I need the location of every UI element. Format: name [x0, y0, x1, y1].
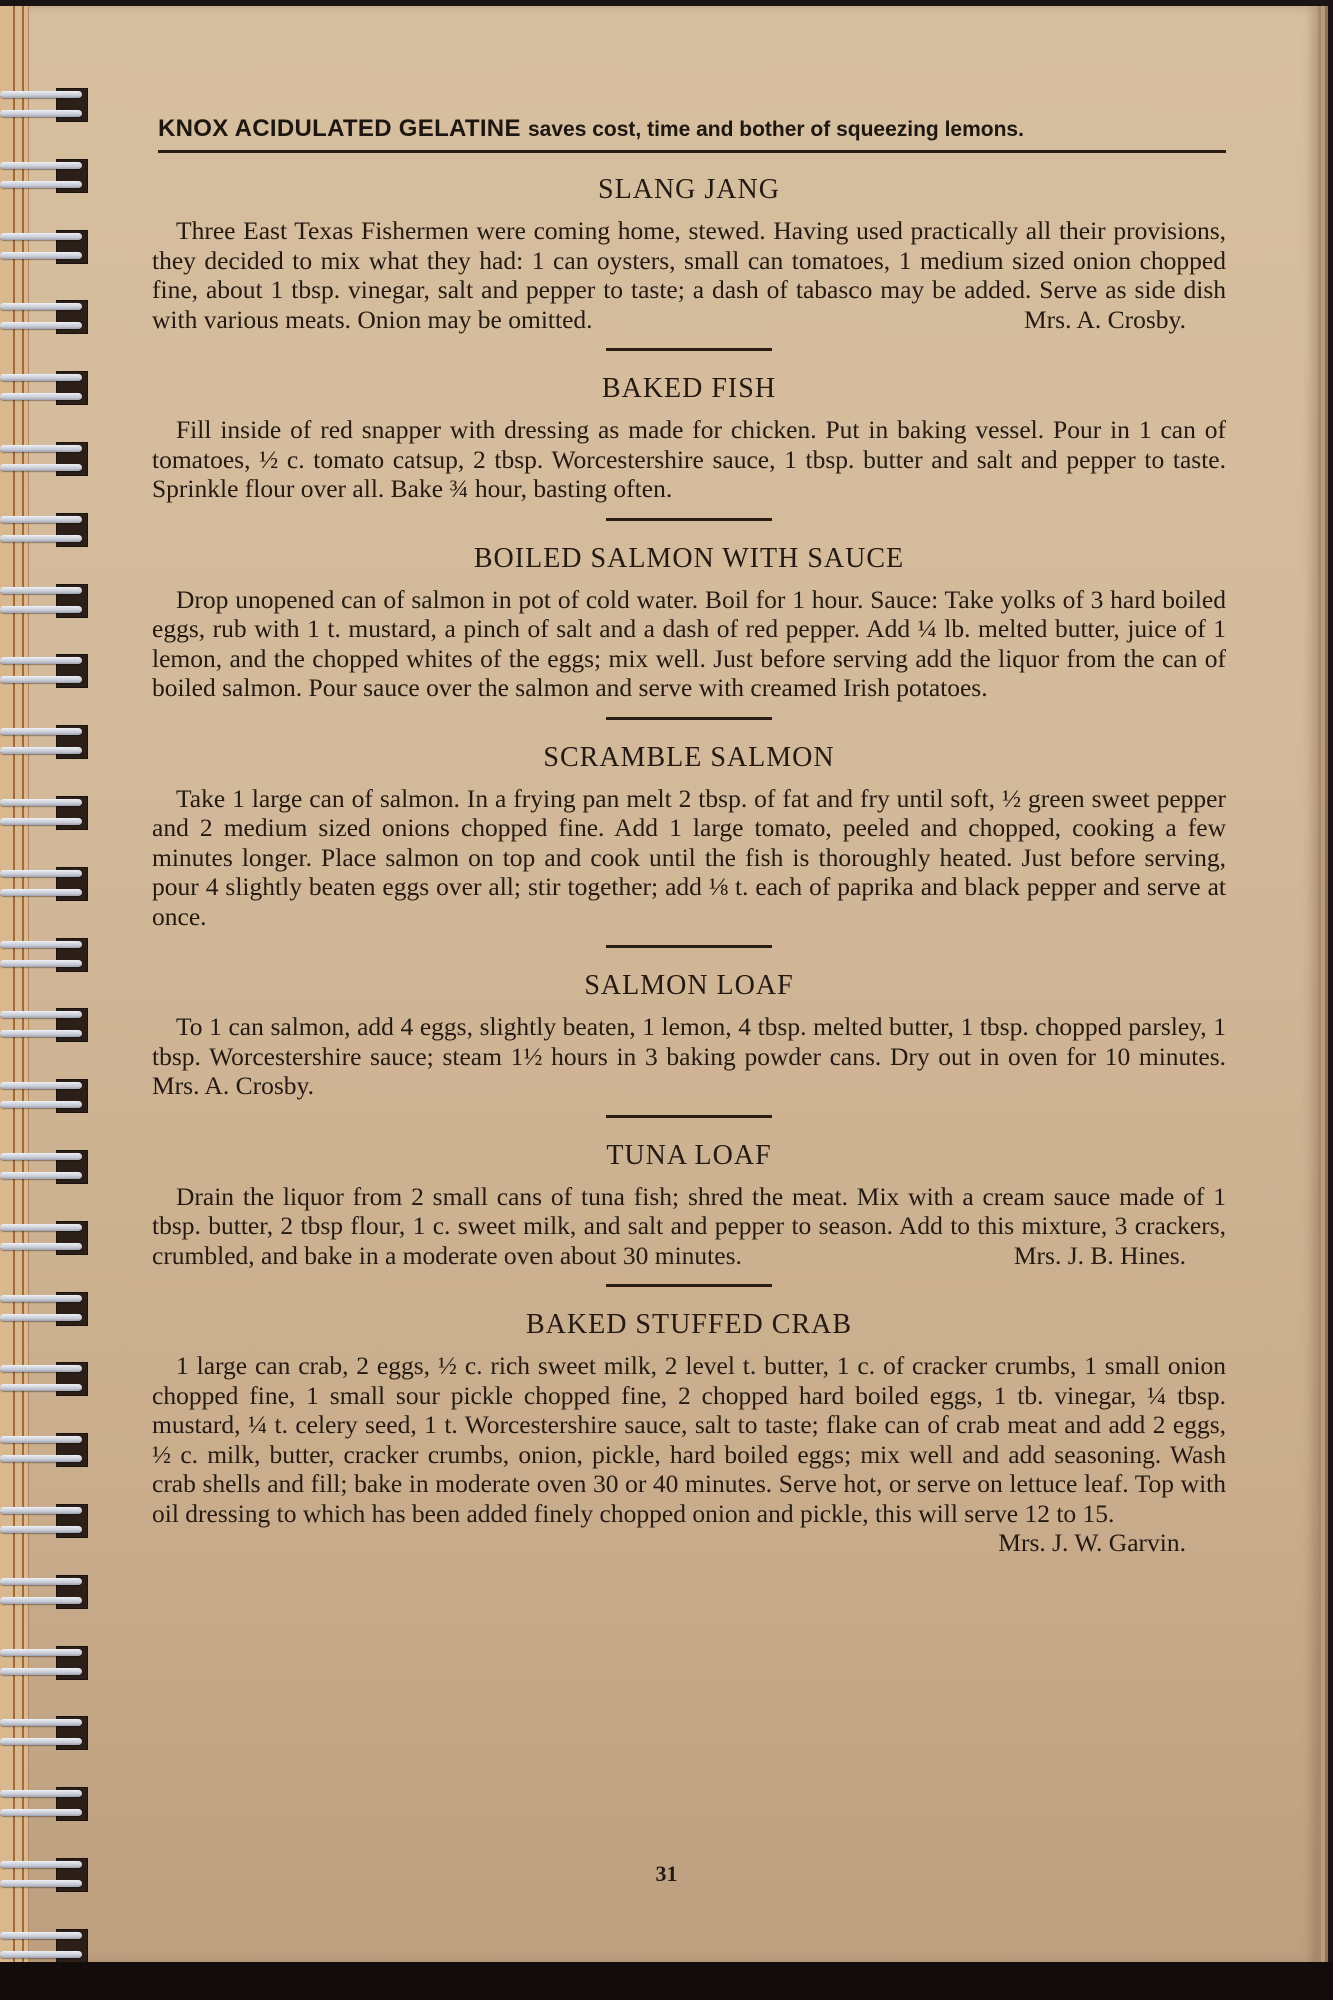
wire-coil: [0, 1011, 82, 1018]
recipe-title: BAKED STUFFED CRAB: [525, 1309, 853, 1340]
spiral-loop: [0, 725, 90, 759]
wire-coil: [0, 393, 82, 400]
recipe-body: Take 1 large can of salmon. In a frying pan melt 2 tbsp. of fat and fry until soft, ½ green sweet pepper and 2 medium sized onions chopped fine. Add 1 large tomato, peeled and chopped, cooking a few minutes longer. Place salmon on top and cook until the fish is thoroughly heated. Just before serving, pour 4 slightly beaten eggs over all; stir together; add ⅛ t. each of paprika and black pepper and serve at once.: [152, 783, 1226, 931]
recipe-attribution: Mrs. A. Crosby.: [1024, 304, 1186, 334]
wire-coil: [0, 1314, 82, 1321]
recipe: [152, 543, 1226, 703]
recipe-title: SALMON LOAF: [584, 970, 794, 1001]
wire-coil: [0, 657, 82, 664]
spiral-loop: [0, 1433, 90, 1467]
spiral-loop: [0, 1221, 90, 1255]
wire-coil: [0, 1243, 82, 1250]
spiral-loop: [0, 1575, 90, 1609]
recipe: [152, 970, 1226, 1101]
recipe-text: To 1 can salmon, add 4 eggs, slightly beaten, 1 lemon, 4 tbsp. melted butter, 1 tbsp. chopped parsley, 1 tbsp. Worcestershire sauce; steam 1½ hours in 3 baking powder cans. Dry out in oven for 10 minutes.: [152, 1012, 1226, 1071]
recipe: [152, 373, 1226, 504]
wire-coil: [0, 1295, 82, 1302]
section-divider: [606, 518, 772, 521]
recipe-body: Fill inside of red snapper with dressing as made for chicken. Put in baking vessel. Pour in 1 can of tomatoes, ½ c. tomato catsup, 2 tbsp. Worcestershire sauce, 1 tbsp. butter and salt and pepper to taste. Sprinkle flour over all. Bake ¾ hour, basting often.: [152, 415, 1226, 503]
wire-coil: [0, 535, 82, 542]
spiral-loop: [0, 1787, 90, 1821]
recipe: [152, 742, 1226, 932]
header-tagline: saves cost, time and bother of squeezing lemons.: [528, 118, 1024, 141]
recipe-title: SLANG JANG: [598, 174, 780, 205]
wire-coil: [0, 1668, 82, 1675]
background-shadow: [0, 1962, 1333, 2000]
spiral-loop: [0, 442, 90, 476]
recipe-attribution: Mrs. J. W. Garvin.: [998, 1528, 1186, 1557]
page-number: 31: [655, 1861, 678, 1886]
section-divider: [606, 945, 772, 948]
spiral-loop: [0, 1362, 90, 1396]
wire-coil: [0, 676, 82, 683]
section-divider: [606, 1115, 772, 1118]
page-header: [158, 114, 1226, 143]
wire-coil: [0, 1507, 82, 1514]
wire-coil: [0, 374, 82, 381]
spiral-loop: [0, 1716, 90, 1750]
wire-coil: [0, 1384, 82, 1391]
spiral-loop: [0, 1292, 90, 1326]
wire-coil: [0, 1365, 82, 1372]
recipe-body: [152, 1012, 1226, 1101]
spiral-loop: [0, 654, 90, 688]
spiral-loop: [0, 1150, 90, 1184]
recipe-title: BAKED FISH: [601, 373, 777, 404]
spiral-loop: [0, 1504, 90, 1538]
spiral-loop: [0, 88, 90, 122]
wire-coil: [0, 1153, 82, 1160]
spiral-loop: [0, 230, 90, 264]
recipe-body: [152, 1182, 1226, 1271]
wire-coil: [0, 1578, 82, 1585]
spiral-loop: [0, 584, 90, 618]
wire-coil: [0, 1809, 82, 1816]
wire-coil: [0, 1738, 82, 1745]
wire-coil: [0, 1030, 82, 1037]
wire-coil: [0, 1597, 82, 1604]
recipe-list: [152, 174, 1226, 1557]
wire-coil: [0, 252, 82, 259]
wire-coil: [0, 747, 82, 754]
wire-coil: [0, 162, 82, 169]
wire-coil: [0, 1455, 82, 1462]
recipe-title: SCRAMBLE SALMON: [543, 741, 835, 773]
wire-coil: [0, 941, 82, 948]
spiral-loop: [0, 513, 90, 547]
wire-coil: [0, 728, 82, 735]
recipe-text: Three East Texas Fishermen were coming home, stewed. Having used practically all their provisions, they decided to mix what they had: 1 can oysters, small can tomatoes, 1 medium sized onion chopped fine, about 1 tbsp. vinegar, salt and pepper to taste; a dash of tabasco may be added. Serve as side dish with various meats. Onion may be omitted.: [152, 216, 1226, 334]
wire-coil: [0, 1101, 82, 1108]
wire-coil: [0, 606, 82, 613]
spiral-loop: [0, 1079, 90, 1113]
recipe-text: Drain the liquor from 2 small cans of tuna fish; shred the meat. Mix with a cream sauce made of 1 tbsp. butter, 2 tbsp flour, 1 c. sweet milk, and salt and pepper to season. Add to this mixture, 3 crackers, crumbled, and bake in a moderate oven about 30 minutes.: [152, 1181, 1226, 1270]
recipe-body: 1 large can crab, 2 eggs, ½ c. rich sweet milk, 2 level t. butter, 1 c. of cracker crumbs, 1 small onion chopped fine, 1 small sour pickle chopped fine, 2 chopped hard boiled eggs, 1 tb. vinegar, ¼ tbsp. mustard, ¼ t. celery seed, 1 t. Worcestershire sauce, salt to taste; flake can of crab meat and add 2 eggs, ½ c. milk, butter, cracker crumbs, onion, pickle, hard boiled eggs; mix well and add seasoning. Wash crab shells and fill; bake in moderate oven 30 or 40 minutes. Serve hot, or serve on lettuce leaf. Top with oil dressing to which has been added finely chopped onion and pickle, this will serve 12 to 15.: [152, 1351, 1226, 1528]
wire-coil: [0, 233, 82, 240]
section-divider: [606, 717, 772, 720]
spiral-loop: [0, 300, 90, 334]
spiral-loop: [0, 938, 90, 972]
section-divider: [606, 348, 772, 351]
wire-coil: [0, 1932, 82, 1939]
recipe-title: TUNA LOAF: [606, 1139, 772, 1171]
wire-coil: [0, 870, 82, 877]
wire-coil: [0, 91, 82, 98]
wire-coil: [0, 1082, 82, 1089]
wire-coil: [0, 1172, 82, 1179]
wire-coil: [0, 1719, 82, 1726]
wire-coil: [0, 1526, 82, 1533]
spiral-loop: [0, 796, 90, 830]
wire-coil: [0, 1224, 82, 1231]
recipe-attribution: Mrs. J. B. Hines.: [1013, 1240, 1186, 1270]
wire-coil: [0, 1790, 82, 1797]
spiral-loop: [0, 159, 90, 193]
recipe: [152, 1140, 1226, 1271]
wire-coil: [0, 889, 82, 896]
spiral-loop: [0, 1008, 90, 1042]
recipe: [152, 1309, 1226, 1557]
header-brand: KNOX ACIDULATED GELATINE: [158, 115, 521, 142]
header-rule: [158, 150, 1226, 153]
spiral-loop: [0, 371, 90, 405]
recipe-body: Drop unopened can of salmon in pot of cold water. Boil for 1 hour. Sauce: Take yolks of 3 hard boiled eggs, rub with 1 t. mustard, a pinch of salt and a dash of red pepper. Add ¼ lb. melted butter, juice of 1 lemon, and the chopped whites of the eggs; mix well. Just before serving add the liquor from the can of boiled salmon. Pour sauce over the salmon and serve with creamed Irish potatoes.: [152, 584, 1226, 702]
spiral-loop: [0, 867, 90, 901]
wire-coil: [0, 960, 82, 967]
wire-coil: [0, 464, 82, 471]
wire-coil: [0, 322, 82, 329]
wire-coil: [0, 181, 82, 188]
wire-coil: [0, 1951, 82, 1958]
wire-coil: [0, 110, 82, 117]
cookbook-page: [0, 6, 1321, 1964]
wire-coil: [0, 445, 82, 452]
recipe-attribution: Mrs. A. Crosby.: [152, 1071, 314, 1100]
recipe-body: [152, 216, 1226, 334]
wire-coil: [0, 303, 82, 310]
wire-coil: [0, 799, 82, 806]
wire-coil: [0, 587, 82, 594]
wire-coil: [0, 516, 82, 523]
spiral-loop: [0, 1929, 90, 1963]
wire-coil: [0, 818, 82, 825]
spiral-loop: [0, 1646, 90, 1680]
wire-coil: [0, 1649, 82, 1656]
recipe-title: BOILED SALMON WITH SAUCE: [473, 542, 905, 574]
section-divider: [606, 1284, 772, 1287]
wire-coil: [0, 1436, 82, 1443]
recipe: [152, 174, 1226, 334]
